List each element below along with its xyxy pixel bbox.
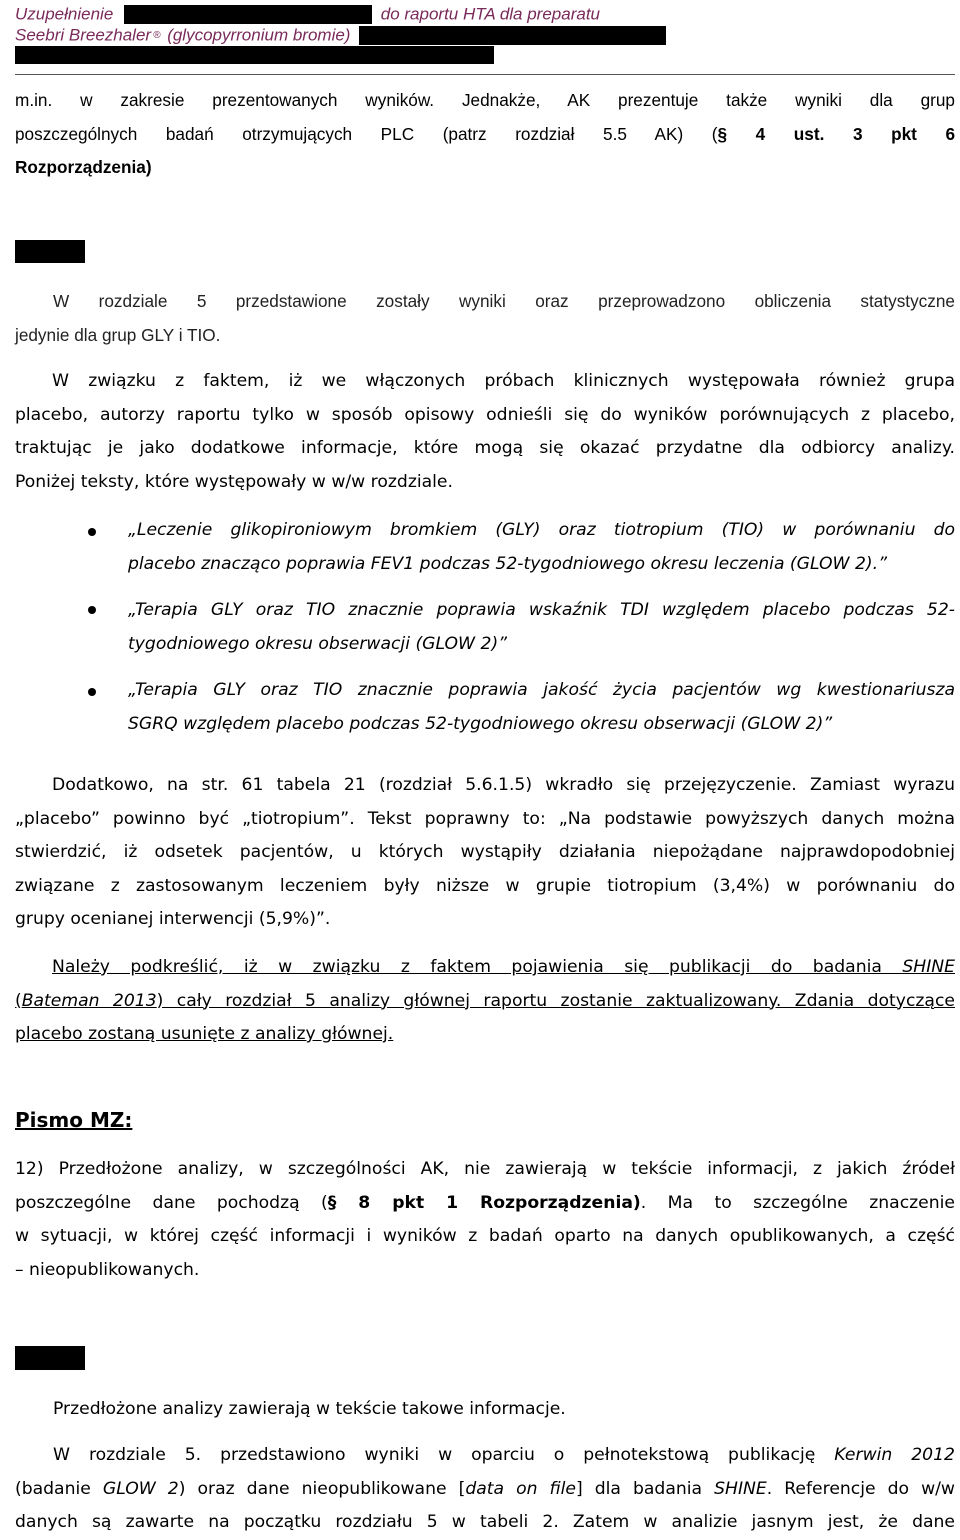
- paragraph: [15, 769, 955, 937]
- text-line: – nieopublikowanych.: [15, 1259, 200, 1280]
- redaction-block: [15, 240, 85, 263]
- text-line: grupy ocenianej interwencji (5,9%)”.: [15, 909, 331, 929]
- text-line: placebo znacząco poprawia FEV1 podczas 52-tygodniowego okresu leczenia (GLOW 2).”: [128, 553, 888, 574]
- paragraph: Przedłożone analizy zawierają w tekście takowe informacje.: [53, 1399, 566, 1419]
- text-line: [15, 1473, 955, 1507]
- reference: Kerwin 2012: [834, 1445, 955, 1465]
- study-name: GLOW 2: [102, 1478, 179, 1499]
- text-span: data on file: [465, 1478, 576, 1499]
- bullet-icon: [88, 606, 96, 614]
- text-line: stwierdzić, iż odsetek pacjentów, u których wystąpiły działania niepożądane najprawdopodobniej: [15, 842, 955, 862]
- text-line: związane z zastosowanym leczeniem były niższe w grupie tiotropium (3,4%) w porównaniu do: [15, 875, 955, 896]
- text-span: ) cały rozdział 5 analizy głównej raportu zostanie zaktualizowany. Zdania dotyczące: [156, 990, 955, 1011]
- section-title: Pismo MZ:: [15, 1108, 133, 1132]
- header-divider: [15, 74, 955, 75]
- text-line: [15, 1439, 955, 1473]
- text-line: „Leczenie glikopironiowym bromkiem (GLY) oraz tiotropium (TIO) w porównaniu do: [128, 520, 955, 540]
- text-line: Dodatkowo, na str. 61 tabela 21 (rozdział 5.6.1.5) wkradło się przejęzyczenie. Zamiast wyrazu: [52, 775, 955, 795]
- paragraph: [15, 1439, 955, 1540]
- text-line: w sytuacji, w której część informacji i wyników z badań oparto na danych opublikowanych, a część: [15, 1226, 955, 1246]
- text-line: Rozporządzenia): [15, 157, 152, 177]
- paragraph: [15, 1153, 955, 1287]
- text-line: [15, 985, 955, 1019]
- redaction-block: [359, 26, 666, 45]
- text-span: W rozdziale 5. przedstawiono wyniki w oparciu o pełnotekstową publikację: [53, 1445, 835, 1465]
- text-line: placebo, autorzy raportu tylko w sposób opisowy odnieśli się do wyników porównujących z placebo,: [15, 404, 955, 425]
- header-product-name: Seebri Breezhaler: [15, 25, 152, 45]
- text-line: m.in. w zakresie prezentowanych wyników. Jednakże, AK prezentuje także wyniki dla grup: [15, 90, 955, 110]
- redaction-block: [124, 5, 372, 24]
- text-line: traktując je jako dodatkowe informacje, które mogą się okazać przydatne dla odbiorcy analizy.: [15, 438, 955, 458]
- header-title-start: Uzupełnienie: [15, 4, 114, 24]
- text-span: ) oraz dane nieopublikowane [: [178, 1478, 466, 1499]
- text-span: Należy podkreślić, iż w związku z faktem pojawienia się publikacji do badania: [52, 957, 903, 977]
- text-line: W rozdziale 5 przedstawione zostały wyniki oraz przeprowadzono obliczenia statystyczne: [53, 291, 955, 311]
- text-line: tygodniowego okresu obserwacji (GLOW 2)”: [128, 633, 508, 654]
- bullet-item: [128, 674, 955, 741]
- text-line: jedynie dla grup GLY i TIO.: [15, 324, 221, 345]
- bullet-icon: [88, 688, 96, 696]
- text-line: [15, 951, 955, 985]
- header-line-1: [15, 4, 600, 25]
- section-sign: §: [717, 123, 728, 144]
- study-name: SHINE: [902, 957, 955, 977]
- text-span: poszczególnych badań otrzymujących PLC (patrz rozdział 5.5 AK) (: [15, 123, 718, 144]
- text-line: 12) Przedłożone analizy, w szczególności AK, nie zawierają w tekście informacji, z jakich źródeł: [15, 1159, 955, 1179]
- header-product-substance: (glycopyrronium bromie): [167, 25, 351, 45]
- text-line: „placebo” powinno być „tiotropium”. Tekst poprawny to: „Na podstawie powyższych danych można: [15, 808, 955, 829]
- text-span: (: [15, 990, 22, 1011]
- text-span: 4 ust. 3 pkt 6: [727, 123, 956, 144]
- redaction-block: [15, 1346, 85, 1370]
- header-line-2: [15, 25, 666, 46]
- text-line: placebo zostaną usunięte z analizy głównej.: [15, 1024, 394, 1044]
- text-span: 8 pkt 1 Rozporządzenia): [336, 1192, 641, 1213]
- text-span: . Referencje do w/w: [766, 1478, 955, 1499]
- bullet-item: [128, 514, 955, 581]
- header-title-end: do raportu HTA dla preparatu: [380, 4, 600, 24]
- text-line: Poniżej teksty, które występowały w w/w rozdziale.: [15, 471, 453, 492]
- text-line: [15, 118, 955, 152]
- bullet-item: [128, 594, 955, 661]
- section-sign: §: [327, 1192, 337, 1213]
- text-span: (badanie: [15, 1478, 103, 1499]
- text-span: poszczególne dane pochodzą (: [15, 1192, 328, 1213]
- text-span: . Ma to szczególne znaczenie: [640, 1192, 955, 1213]
- text-line: SGRQ względem placebo podczas 52-tygodniowego okresu obserwacji (GLOW 2)”: [128, 713, 833, 734]
- paragraph: [15, 951, 955, 1052]
- paragraph: [15, 365, 955, 499]
- redaction-block: [15, 46, 494, 64]
- text-line: „Terapia GLY oraz TIO znacznie poprawia wskaźnik TDI względem placebo podczas 52-: [128, 600, 955, 620]
- paragraph: [15, 84, 955, 185]
- text-line: danych są zawarte na początku rozdziału 5 w tabeli 2. Zatem w analizie jasnym jest, że dane: [15, 1512, 955, 1532]
- study-name: SHINE: [714, 1478, 767, 1499]
- registered-mark: ®: [153, 30, 161, 42]
- paragraph: [15, 285, 955, 352]
- reference: Bateman 2013: [21, 990, 157, 1011]
- text-line: [15, 1187, 955, 1221]
- text-line: W związku z faktem, iż we włączonych próbach klinicznych występowała również grupa: [52, 371, 955, 391]
- text-line: „Terapia GLY oraz TIO znacznie poprawia jakość życia pacjentów wg kwestionariusza: [128, 680, 955, 700]
- text-span: ] dla badania: [575, 1478, 715, 1499]
- bullet-icon: [88, 528, 96, 536]
